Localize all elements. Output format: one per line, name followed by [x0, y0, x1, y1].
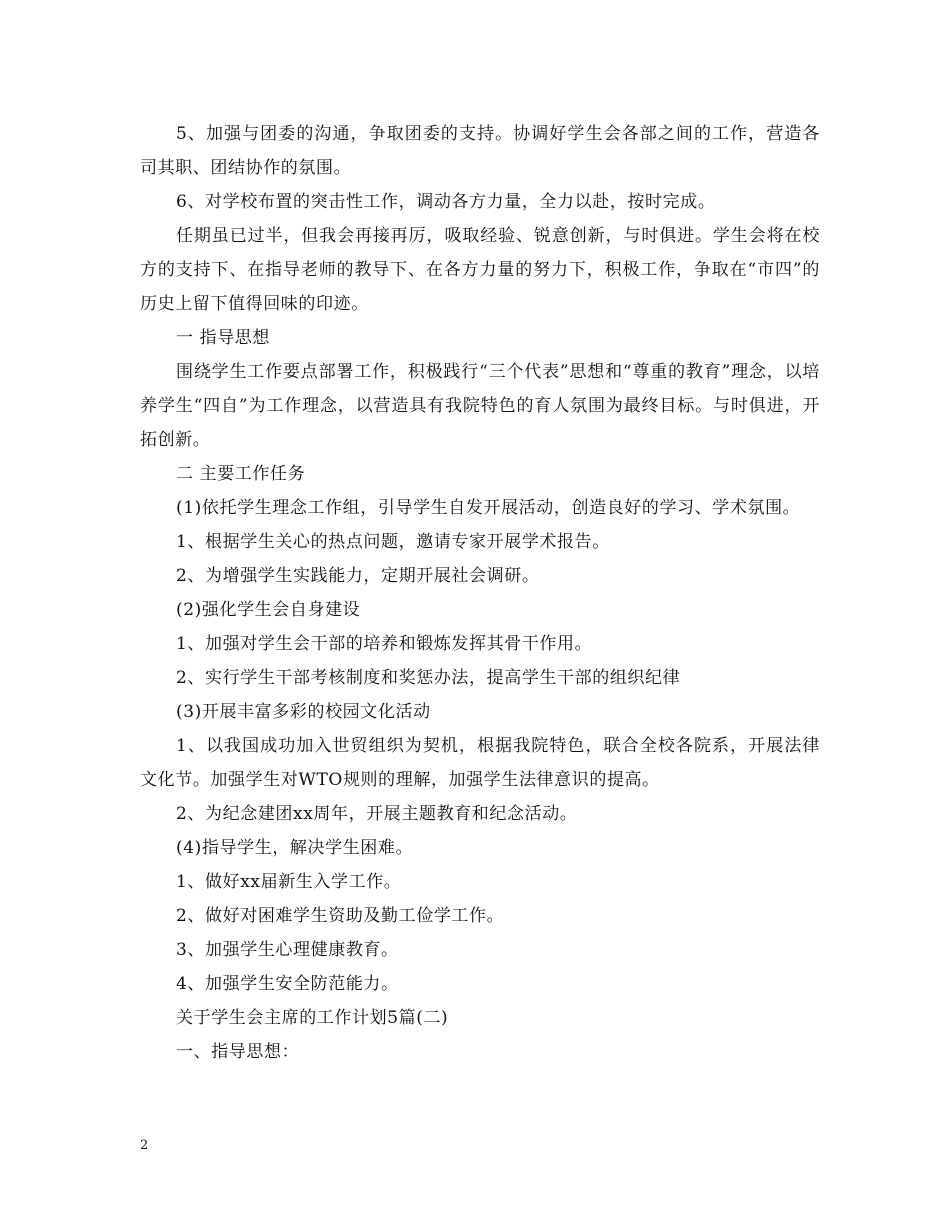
document-body [140, 117, 820, 1069]
task-4-item-1: 1、做好xx届新生入学工作。 [176, 872, 402, 892]
section-heading-guiding-thought: 一 指导思想 [176, 328, 271, 348]
task-2-heading: (2)强化学生会自身建设 [176, 600, 361, 620]
task-2-item-2: 2、实行学生干部考核制度和奖惩办法，提高学生干部的组织纪律 [176, 668, 681, 688]
task-3-item-1: 1、以我国成功加入世贸组织为契机，根据我院特色，联合全校各院系，开展法律文化节。加强学生对WTO规则的理解，加强学生法律意识的提高。 [140, 736, 820, 790]
task-3-heading: (3)开展丰富多彩的校园文化活动 [176, 702, 431, 722]
next-section-heading: 一、指导思想： [176, 1042, 300, 1062]
task-4-item-2: 2、做好对困难学生资助及勤工俭学工作。 [176, 906, 505, 926]
task-4-item-4: 4、加强学生安全防范能力。 [176, 974, 399, 994]
task-1-heading: (1)依托学生理念工作组，引导学生自发开展活动，创造良好的学习、学术氛围。 [176, 498, 801, 518]
paragraph-guiding-thought: 围绕学生工作要点部署工作，积极践行“三个代表”思想和“尊重的教育”理念，以培养学生“四自”为工作理念，以营造具有我院特色的育人氛围为最终目标。与时俱进，开拓创新。 [140, 362, 820, 450]
section-heading-main-tasks: 二 主要工作任务 [176, 464, 306, 484]
next-article-title: 关于学生会主席的工作计划5篇(二) [176, 1008, 449, 1028]
page-number: 2 [140, 1138, 149, 1153]
task-3-item-2: 2、为纪念建团xx周年，开展主题教育和纪念活动。 [176, 804, 578, 824]
task-4-heading: (4)指导学生，解决学生困难。 [176, 838, 414, 858]
paragraph-item-5: 5、加强与团委的沟通，争取团委的支持。协调好学生会各部之间的工作，营造各司其职、团结协作的氛围。 [140, 124, 820, 178]
task-1-item-2: 2、为增强学生实践能力，定期开展社会调研。 [176, 566, 540, 586]
task-2-item-1: 1、加强对学生会干部的培养和锻炼发挥其骨干作用。 [176, 634, 593, 654]
task-1-item-1: 1、根据学生关心的热点问题，邀请专家开展学术报告。 [176, 532, 610, 552]
paragraph-summary: 任期虽已过半，但我会再接再厉，吸取经验、锐意创新，与时俱进。学生会将在校方的支持下、在指导老师的教导下、在各方力量的努力下，积极工作，争取在“市四”的历史上留下值得回味的印迹。 [140, 226, 820, 314]
paragraph-item-6: 6、对学校布置的突击性工作，调动各方力量，全力以赴，按时完成。 [176, 192, 716, 212]
task-4-item-3: 3、加强学生心理健康教育。 [176, 940, 399, 960]
